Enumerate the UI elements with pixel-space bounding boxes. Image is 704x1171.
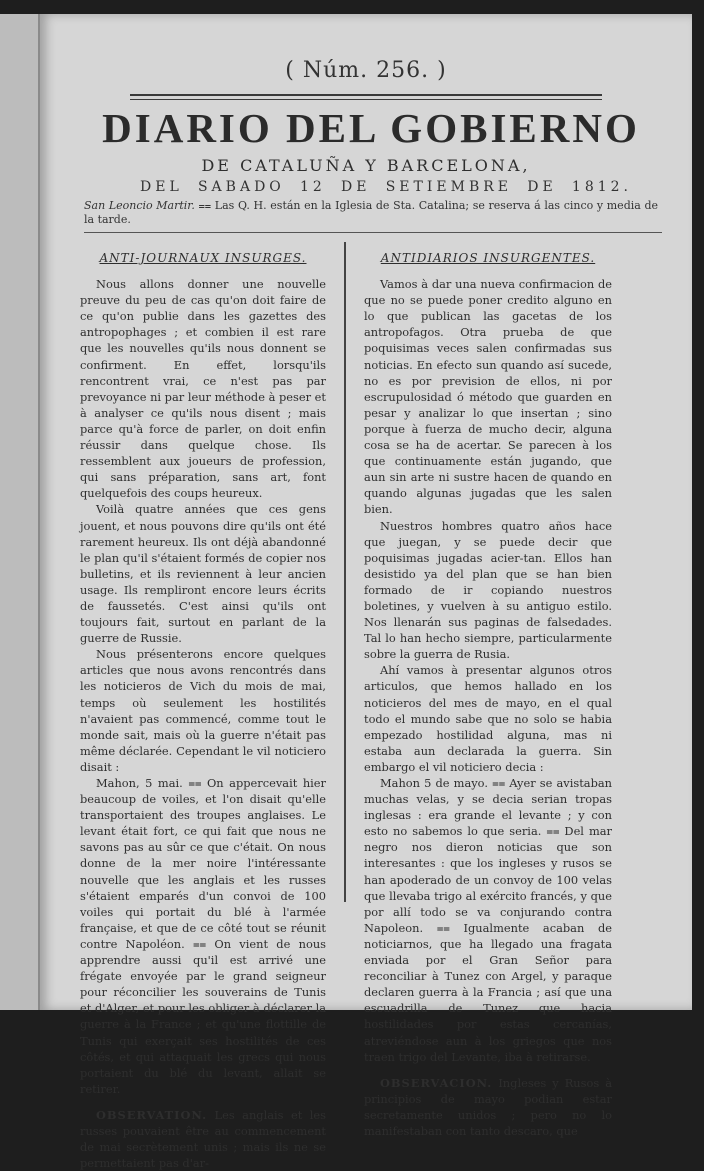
spanish-paragraph-3: Ahí vamos à presentar algunos otros articulos, que hemos hallado en los noticieros del mes de mayo, en el qual todo el mundo sabe que no solo se habia empezado hostilidad alguna, mas ni estaba aun declarada la guerra. Sin embargo el vil noticiero decia :	[364, 663, 612, 774]
newspaper-page	[40, 14, 692, 1171]
masthead-title: DIARIO DEL GOBIERNO	[102, 105, 640, 151]
french-column	[80, 250, 326, 1171]
masthead-rule-top	[130, 94, 602, 96]
date-year: 1812.	[571, 179, 632, 195]
date-month: SETIEMBRE	[385, 179, 513, 195]
french-paragraph-1: Nous allons donner une nouvelle preuve du peu de cas qu'on doit faire de ce qu'on publie dans les gazettes des antropophages ; et combien il est rare que les nouvelles qu'ils nous donnent se confirment. En effet, lorsqu'ils rencontrent vrai, ce n'est pas par prevoyance ni par leur méthode à peser et à analyser ce qu'ils nous disent ; mais parce qu'à force de parler, on doit enfin réussir dans quelque chose. Ils ressemblent aux joueurs de profession, qui sans préparation, sans art, font quelquefois des coups heureux.	[80, 277, 326, 501]
date-weekday: SABADO	[197, 179, 285, 195]
spanish-paragraph-1: Vamos à dar una nueva confirmacion de que no se puede poner credito alguno en lo que publican las gacetas de los antropofagos. Otra prueba de que poquisimas veces salen confirmadas sus noticias. En efecto sun quando así sucede, no es por prevision de ellos, ni por escrupulosidad ó método que guarden en pesar y analizar lo que insertan ; sino porque à fuerza de mucho decir, alguna cosa se ha de acertar. Se parecen à los que continuamente están jugando, que aun sin arte ni sustre hacen de quando en quando algunas jugadas que les salen bien.	[364, 277, 612, 517]
spanish-observation	[364, 1075, 612, 1139]
date-word-del: DEL	[140, 179, 183, 195]
french-paragraph-3: Nous présenterons encore quelques articles que nous avons rencontrés dans les noticieros de Vich du mois de mai, temps où seulement les hostilités n'avaient pas commencé, comme tout le monde sait, mais où la guerre n'était pas même déclarée. Cependant le vil noticiero disait :	[80, 647, 326, 774]
dateline	[140, 179, 632, 195]
column-divider	[344, 242, 346, 902]
masthead-subtitle: DE CATALUÑA Y BARCELONA,	[201, 156, 531, 175]
spanish-paragraph-2: Nuestros hombres quatro años hace que juegan, y se puede decir que poquisimas jugadas acier-tan. Ellos han desistido ya del plan que se han bien formado de ir copiando nuestros boletines, y vuelven à su antiguo estilo. Nos llenarán sus paginas de falsedades. Tal lo han hecho siempre, particularmente sobre la guerra de Rusia.	[364, 518, 612, 662]
facing-page-edge	[0, 14, 40, 1010]
date-word-de: DE	[341, 179, 371, 195]
french-observation-label: OBSERVATION.	[96, 1107, 208, 1122]
header-divider	[84, 232, 662, 233]
french-observation-text: Les anglais et les russes pouvaient être au commencement de mai secrètement unis ; mais ils ne se permettaient pas d'ar-	[80, 1107, 327, 1171]
french-column-heading: ANTI-JOURNAUX INSURGES.	[99, 251, 307, 265]
notice-saint: San Leoncio Martir.	[84, 199, 195, 212]
spanish-column-heading: ANTIDIARIOS INSURGENTES.	[380, 251, 596, 265]
spanish-observation-label: OBSERVACION.	[380, 1075, 493, 1090]
french-paragraph-4: Mahon, 5 mai. ⩵ On appercevait hier beaucoup de voiles, et l'on disait qu'elle transportaient des troupes anglaises. Le levant était fort, ce qui fait que nous ne savons pas au sûr ce que c'était. On nous donne de la mer noire l'intéressante nouvelle que les anglais et les russes s'étaient emparés d'un convoi de 100 voiles qui portait du blé à l'armée française, et que de ce côté tout se réunit contre Napoléon. ⩵ On vient de nous apprendre aussi qu'il est arrivé une frégate envoyée par le grand seigneur pour réconcilier les souverains de Tunis et d'Alger, et pour les obliger à déclarer la guerre à la France ; et qu'une flottille de Tunis qui exerçait ses hostilités de ces côtés, et qui attaquait les grecs qui nous portaient du blé du levant, allait se retirer.	[80, 776, 326, 1096]
issue-number: ( Núm. 256. )	[285, 58, 447, 83]
spanish-paragraph-4: Mahon 5 de mayo. ⩵ Ayer se avistaban muchas velas, y se decia serian tropas inglesas : era grande el levante ; y con esto no sabemos lo que seria. ⩵ Del mar negro nos dieron noticias que son interesantes : que los ingleses y rusos se han apoderado de un convoy de 100 velas que llevaba trigo al exército francés, y que por allí todo se va conjurando contra Napoleon. ⩵ Igualmente acaban de noticiarnos, que ha llegado una fragata enviada por el Gran Señor para reconciliar à Tunez con Argel, y paraque declaren guerra à la Francia ; así que una escuadrilla de Tunez que hacia hostilidades por estas cercanías, atreviéndose aun à los griegos que nos traen trigo del Levante, iba à retirarse.	[364, 776, 612, 1064]
spanish-column	[364, 250, 612, 1139]
masthead-rule-bottom	[130, 99, 602, 100]
spanish-observation-text: Ingleses y Rusos à principios de mayo podian estar secretamente unidos ; pero no lo manifestaban con tanto descaro, que	[364, 1075, 613, 1138]
date-word-de-2: DE	[527, 179, 557, 195]
french-observation	[80, 1107, 326, 1171]
notice-text: ⩵ Las Q. H. están en la Iglesia de Sta. Catalina; se reserva á las cinco y media de la tarde.	[84, 199, 659, 226]
date-day: 12	[300, 179, 326, 195]
daily-notice	[84, 199, 658, 227]
french-paragraph-2: Voilà quatre années que ces gens jouent, et nous pouvons dire qu'ils ont été rarement heureux. Ils ont déjà abandonné le plan qu'il s'étaient formés de copier nos bulletins, et ils reviennent à leur ancien usage. Ils rempliront encore leurs écrits de faussetés. C'est ainsi qu'ils ont toujours fait, surtout en parlant de la guerre de Russie.	[80, 502, 326, 646]
